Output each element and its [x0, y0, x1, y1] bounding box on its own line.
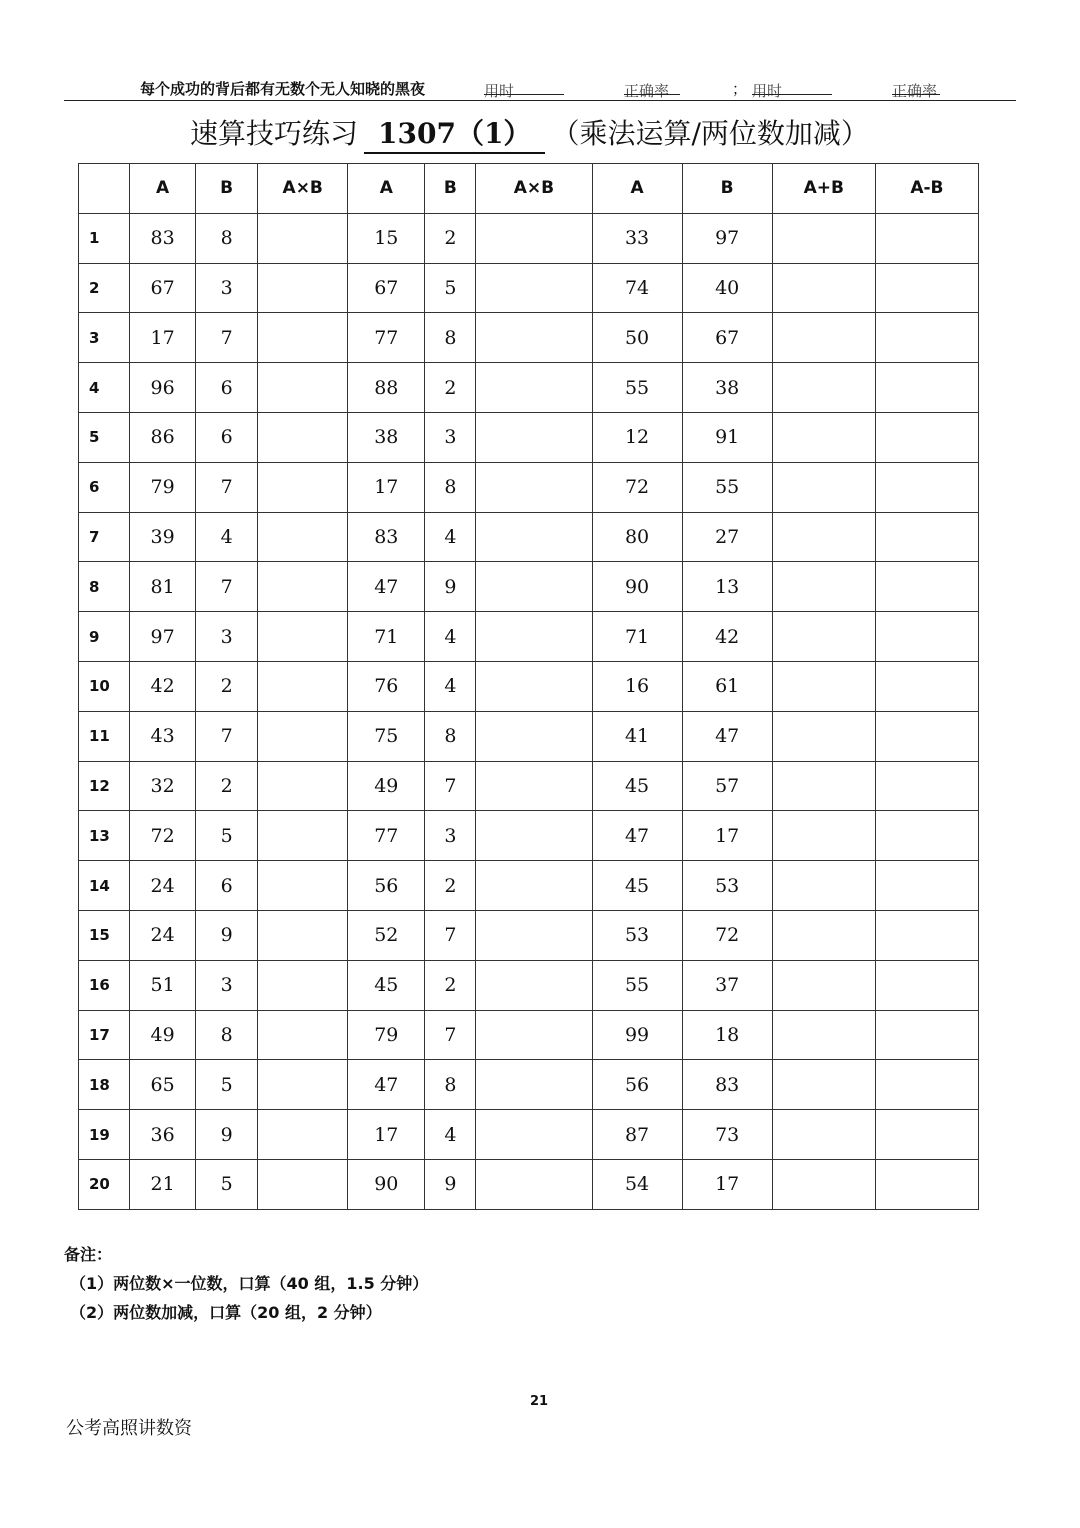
- notes: [64, 1240, 428, 1327]
- header-cell: B: [425, 164, 476, 214]
- product-answer-cell[interactable]: [258, 562, 348, 612]
- product-answer-cell[interactable]: [476, 711, 592, 761]
- b-value: 7: [196, 711, 258, 761]
- b-value: 97: [682, 213, 772, 263]
- difference-answer-cell[interactable]: [875, 1010, 978, 1060]
- a-value: 12: [592, 412, 682, 462]
- a-value: 67: [348, 263, 425, 313]
- a-value: 96: [130, 363, 196, 413]
- product-answer-cell[interactable]: [476, 811, 592, 861]
- table-row: [79, 761, 979, 811]
- sum-answer-cell[interactable]: [772, 910, 875, 960]
- a-value: 72: [130, 811, 196, 861]
- b-value: 57: [682, 761, 772, 811]
- product-answer-cell[interactable]: [258, 263, 348, 313]
- table-row: [79, 412, 979, 462]
- note-line-2: （2）两位数加减，口算（20 组，2 分钟）: [70, 1303, 382, 1322]
- product-answer-cell[interactable]: [476, 263, 592, 313]
- b-value: 6: [196, 412, 258, 462]
- sum-answer-cell[interactable]: [772, 462, 875, 512]
- product-answer-cell[interactable]: [476, 512, 592, 562]
- a-value: 79: [130, 462, 196, 512]
- b-value: 7: [196, 313, 258, 363]
- row-number: 6: [79, 462, 130, 512]
- b-value: 5: [425, 263, 476, 313]
- product-answer-cell[interactable]: [258, 363, 348, 413]
- b-value: 8: [196, 1010, 258, 1060]
- b-value: 6: [196, 861, 258, 911]
- a-value: 17: [348, 462, 425, 512]
- row-number: 7: [79, 512, 130, 562]
- b-value: 9: [425, 562, 476, 612]
- header-cell: A-B: [875, 164, 978, 214]
- b-value: 47: [682, 711, 772, 761]
- b-value: 3: [425, 811, 476, 861]
- table-row: [79, 313, 979, 363]
- difference-answer-cell[interactable]: [875, 512, 978, 562]
- a-value: 67: [130, 263, 196, 313]
- a-value: 97: [130, 612, 196, 662]
- motto: 每个成功的背后都有无数个无人知晓的黑夜: [140, 80, 426, 98]
- time-blank-2[interactable]: [752, 80, 832, 95]
- difference-answer-cell[interactable]: [875, 761, 978, 811]
- a-value: 32: [130, 761, 196, 811]
- a-value: 39: [130, 512, 196, 562]
- product-answer-cell[interactable]: [258, 313, 348, 363]
- a-value: 41: [592, 711, 682, 761]
- accuracy-label-2: 正确率: [892, 82, 938, 100]
- b-value: 37: [682, 960, 772, 1010]
- table-row: [79, 711, 979, 761]
- header-cell: [79, 164, 130, 214]
- a-value: 17: [348, 1110, 425, 1160]
- row-number: 1: [79, 213, 130, 263]
- row-number: 9: [79, 612, 130, 662]
- b-value: 8: [425, 711, 476, 761]
- a-value: 86: [130, 412, 196, 462]
- table-row: [79, 910, 979, 960]
- a-value: 21: [130, 1159, 196, 1209]
- product-answer-cell[interactable]: [258, 861, 348, 911]
- sum-answer-cell[interactable]: [772, 811, 875, 861]
- sum-answer-cell[interactable]: [772, 363, 875, 413]
- product-answer-cell[interactable]: [258, 811, 348, 861]
- b-value: 2: [196, 761, 258, 811]
- b-value: 4: [196, 512, 258, 562]
- b-value: 3: [196, 612, 258, 662]
- a-value: 38: [348, 412, 425, 462]
- product-answer-cell[interactable]: [476, 960, 592, 1010]
- a-value: 55: [592, 363, 682, 413]
- sum-answer-cell[interactable]: [772, 612, 875, 662]
- product-answer-cell[interactable]: [476, 412, 592, 462]
- b-value: 7: [425, 1010, 476, 1060]
- exercise-code: 1307（1）: [364, 112, 545, 154]
- a-value: 56: [348, 861, 425, 911]
- a-value: 71: [348, 612, 425, 662]
- header-cell: A: [130, 164, 196, 214]
- product-answer-cell[interactable]: [258, 612, 348, 662]
- row-number: 5: [79, 412, 130, 462]
- difference-answer-cell[interactable]: [875, 711, 978, 761]
- product-answer-cell[interactable]: [476, 612, 592, 662]
- difference-answer-cell[interactable]: [875, 661, 978, 711]
- a-value: 24: [130, 910, 196, 960]
- sum-answer-cell[interactable]: [772, 412, 875, 462]
- sum-answer-cell[interactable]: [772, 711, 875, 761]
- a-value: 90: [592, 562, 682, 612]
- b-value: 9: [196, 1110, 258, 1160]
- difference-answer-cell[interactable]: [875, 562, 978, 612]
- a-value: 47: [592, 811, 682, 861]
- sum-answer-cell[interactable]: [772, 1010, 875, 1060]
- a-value: 54: [592, 1159, 682, 1209]
- header-cell: B: [196, 164, 258, 214]
- b-value: 7: [196, 462, 258, 512]
- time-label-2: 用时: [752, 82, 783, 100]
- table-row: [79, 512, 979, 562]
- b-value: 40: [682, 263, 772, 313]
- page-header: [64, 76, 1016, 101]
- a-value: 47: [348, 562, 425, 612]
- a-value: 56: [592, 1060, 682, 1110]
- b-value: 8: [425, 313, 476, 363]
- a-value: 80: [592, 512, 682, 562]
- title-main: 速算技巧练习: [190, 117, 359, 150]
- product-answer-cell[interactable]: [476, 861, 592, 911]
- product-answer-cell[interactable]: [258, 761, 348, 811]
- product-answer-cell[interactable]: [476, 313, 592, 363]
- row-number: 3: [79, 313, 130, 363]
- b-value: 7: [425, 910, 476, 960]
- a-value: 77: [348, 313, 425, 363]
- b-value: 83: [682, 1060, 772, 1110]
- header-cell: B: [682, 164, 772, 214]
- a-value: 55: [592, 960, 682, 1010]
- table-body: [79, 213, 979, 1209]
- a-value: 17: [130, 313, 196, 363]
- b-value: 38: [682, 363, 772, 413]
- product-answer-cell[interactable]: [258, 1010, 348, 1060]
- a-value: 36: [130, 1110, 196, 1160]
- header-cell: A×B: [476, 164, 592, 214]
- sum-answer-cell[interactable]: [772, 213, 875, 263]
- sum-answer-cell[interactable]: [772, 861, 875, 911]
- difference-answer-cell[interactable]: [875, 910, 978, 960]
- product-answer-cell[interactable]: [476, 462, 592, 512]
- accuracy-blank-1[interactable]: [624, 80, 680, 95]
- product-answer-cell[interactable]: [258, 213, 348, 263]
- row-number: 15: [79, 910, 130, 960]
- b-value: 55: [682, 462, 772, 512]
- b-value: 6: [196, 363, 258, 413]
- product-answer-cell[interactable]: [258, 661, 348, 711]
- b-value: 18: [682, 1010, 772, 1060]
- a-value: 71: [592, 612, 682, 662]
- difference-answer-cell[interactable]: [875, 263, 978, 313]
- row-number: 14: [79, 861, 130, 911]
- header-cell: A×B: [258, 164, 348, 214]
- product-answer-cell[interactable]: [258, 960, 348, 1010]
- row-number: 8: [79, 562, 130, 612]
- b-value: 9: [196, 910, 258, 960]
- b-value: 53: [682, 861, 772, 911]
- row-number: 18: [79, 1060, 130, 1110]
- sum-answer-cell[interactable]: [772, 1110, 875, 1160]
- product-answer-cell[interactable]: [476, 562, 592, 612]
- product-answer-cell[interactable]: [476, 661, 592, 711]
- table-row: [79, 562, 979, 612]
- product-answer-cell[interactable]: [476, 1110, 592, 1160]
- b-value: 2: [196, 661, 258, 711]
- product-answer-cell[interactable]: [258, 1110, 348, 1160]
- b-value: 67: [682, 313, 772, 363]
- table-row: [79, 363, 979, 413]
- b-value: 5: [196, 811, 258, 861]
- b-value: 3: [196, 263, 258, 313]
- a-value: 65: [130, 1060, 196, 1110]
- b-value: 72: [682, 910, 772, 960]
- b-value: 8: [425, 1060, 476, 1110]
- a-value: 77: [348, 811, 425, 861]
- table-row: [79, 213, 979, 263]
- difference-answer-cell[interactable]: [875, 213, 978, 263]
- product-answer-cell[interactable]: [476, 1060, 592, 1110]
- a-value: 16: [592, 661, 682, 711]
- a-value: 81: [130, 562, 196, 612]
- a-value: 79: [348, 1010, 425, 1060]
- b-value: 13: [682, 562, 772, 612]
- table-row: [79, 960, 979, 1010]
- a-value: 72: [592, 462, 682, 512]
- sum-answer-cell[interactable]: [772, 1159, 875, 1209]
- difference-answer-cell[interactable]: [875, 313, 978, 363]
- practice-table: [78, 163, 979, 1210]
- header-cell: A: [348, 164, 425, 214]
- b-value: 3: [425, 412, 476, 462]
- b-value: 8: [196, 213, 258, 263]
- a-value: 83: [130, 213, 196, 263]
- table-row: [79, 1060, 979, 1110]
- row-number: 19: [79, 1110, 130, 1160]
- a-value: 15: [348, 213, 425, 263]
- product-answer-cell[interactable]: [476, 363, 592, 413]
- b-value: 3: [196, 960, 258, 1010]
- a-value: 53: [592, 910, 682, 960]
- header-cell: A+B: [772, 164, 875, 214]
- table-header-row: [79, 164, 979, 214]
- b-value: 91: [682, 412, 772, 462]
- sum-answer-cell[interactable]: [772, 960, 875, 1010]
- row-number: 4: [79, 363, 130, 413]
- sum-answer-cell[interactable]: [772, 1060, 875, 1110]
- difference-answer-cell[interactable]: [875, 363, 978, 413]
- product-answer-cell[interactable]: [476, 910, 592, 960]
- a-value: 51: [130, 960, 196, 1010]
- product-answer-cell[interactable]: [258, 1159, 348, 1209]
- a-value: 43: [130, 711, 196, 761]
- time-label-1: 用时: [484, 82, 515, 100]
- a-value: 88: [348, 363, 425, 413]
- row-number: 13: [79, 811, 130, 861]
- footer-text: 公考高照讲数资: [66, 1418, 192, 1439]
- table-row: [79, 462, 979, 512]
- row-number: 2: [79, 263, 130, 313]
- table-row: [79, 861, 979, 911]
- row-number: 16: [79, 960, 130, 1010]
- product-answer-cell[interactable]: [258, 412, 348, 462]
- b-value: 9: [425, 1159, 476, 1209]
- table-row: [79, 661, 979, 711]
- difference-answer-cell[interactable]: [875, 1110, 978, 1160]
- difference-answer-cell[interactable]: [875, 462, 978, 512]
- a-value: 24: [130, 861, 196, 911]
- time-blank-1[interactable]: [484, 80, 564, 95]
- b-value: 42: [682, 612, 772, 662]
- table-row: [79, 1010, 979, 1060]
- header-separator: ；: [732, 80, 748, 98]
- a-value: 33: [592, 213, 682, 263]
- row-number: 20: [79, 1159, 130, 1209]
- a-value: 90: [348, 1159, 425, 1209]
- row-number: 10: [79, 661, 130, 711]
- product-answer-cell[interactable]: [258, 1060, 348, 1110]
- b-value: 7: [196, 562, 258, 612]
- product-answer-cell[interactable]: [258, 512, 348, 562]
- difference-answer-cell[interactable]: [875, 1159, 978, 1209]
- b-value: 4: [425, 661, 476, 711]
- table-row: [79, 1110, 979, 1160]
- difference-answer-cell[interactable]: [875, 811, 978, 861]
- table-row: [79, 811, 979, 861]
- title-subtitle: （乘法运算/两位数加减）: [551, 117, 869, 150]
- a-value: 52: [348, 910, 425, 960]
- difference-answer-cell[interactable]: [875, 612, 978, 662]
- a-value: 87: [592, 1110, 682, 1160]
- product-answer-cell[interactable]: [476, 761, 592, 811]
- b-value: 17: [682, 1159, 772, 1209]
- a-value: 83: [348, 512, 425, 562]
- notes-label: 备注：: [64, 1245, 113, 1264]
- a-value: 76: [348, 661, 425, 711]
- a-value: 50: [592, 313, 682, 363]
- row-number: 12: [79, 761, 130, 811]
- sum-answer-cell[interactable]: [772, 313, 875, 363]
- page-number: 21: [530, 1394, 549, 1409]
- b-value: 7: [425, 761, 476, 811]
- product-answer-cell[interactable]: [258, 711, 348, 761]
- sum-answer-cell[interactable]: [772, 512, 875, 562]
- row-number: 17: [79, 1010, 130, 1060]
- a-value: 75: [348, 711, 425, 761]
- product-answer-cell[interactable]: [258, 462, 348, 512]
- sum-answer-cell[interactable]: [772, 562, 875, 612]
- b-value: 2: [425, 861, 476, 911]
- b-value: 4: [425, 1110, 476, 1160]
- product-answer-cell[interactable]: [258, 910, 348, 960]
- a-value: 99: [592, 1010, 682, 1060]
- b-value: 2: [425, 213, 476, 263]
- b-value: 4: [425, 612, 476, 662]
- difference-answer-cell[interactable]: [875, 960, 978, 1010]
- b-value: 73: [682, 1110, 772, 1160]
- product-answer-cell[interactable]: [476, 1010, 592, 1060]
- a-value: 47: [348, 1060, 425, 1110]
- accuracy-label-1: 正确率: [624, 82, 670, 100]
- sum-answer-cell[interactable]: [772, 263, 875, 313]
- b-value: 8: [425, 462, 476, 512]
- a-value: 42: [130, 661, 196, 711]
- difference-answer-cell[interactable]: [875, 861, 978, 911]
- b-value: 17: [682, 811, 772, 861]
- b-value: 2: [425, 363, 476, 413]
- a-value: 49: [348, 761, 425, 811]
- a-value: 49: [130, 1010, 196, 1060]
- accuracy-blank-2[interactable]: [892, 80, 940, 95]
- b-value: 61: [682, 661, 772, 711]
- header-cell: A: [592, 164, 682, 214]
- page-title: [190, 112, 869, 152]
- table-row: [79, 612, 979, 662]
- difference-answer-cell[interactable]: [875, 412, 978, 462]
- table-row: [79, 263, 979, 313]
- b-value: 5: [196, 1060, 258, 1110]
- difference-answer-cell[interactable]: [875, 1060, 978, 1110]
- table-row: [79, 1159, 979, 1209]
- a-value: 45: [348, 960, 425, 1010]
- a-value: 45: [592, 861, 682, 911]
- row-number: 11: [79, 711, 130, 761]
- a-value: 74: [592, 263, 682, 313]
- sum-answer-cell[interactable]: [772, 761, 875, 811]
- b-value: 27: [682, 512, 772, 562]
- sum-answer-cell[interactable]: [772, 661, 875, 711]
- b-value: 2: [425, 960, 476, 1010]
- b-value: 5: [196, 1159, 258, 1209]
- note-line-1: （1）两位数×一位数，口算（40 组，1.5 分钟）: [70, 1274, 429, 1293]
- product-answer-cell[interactable]: [476, 213, 592, 263]
- a-value: 45: [592, 761, 682, 811]
- b-value: 4: [425, 512, 476, 562]
- product-answer-cell[interactable]: [476, 1159, 592, 1209]
